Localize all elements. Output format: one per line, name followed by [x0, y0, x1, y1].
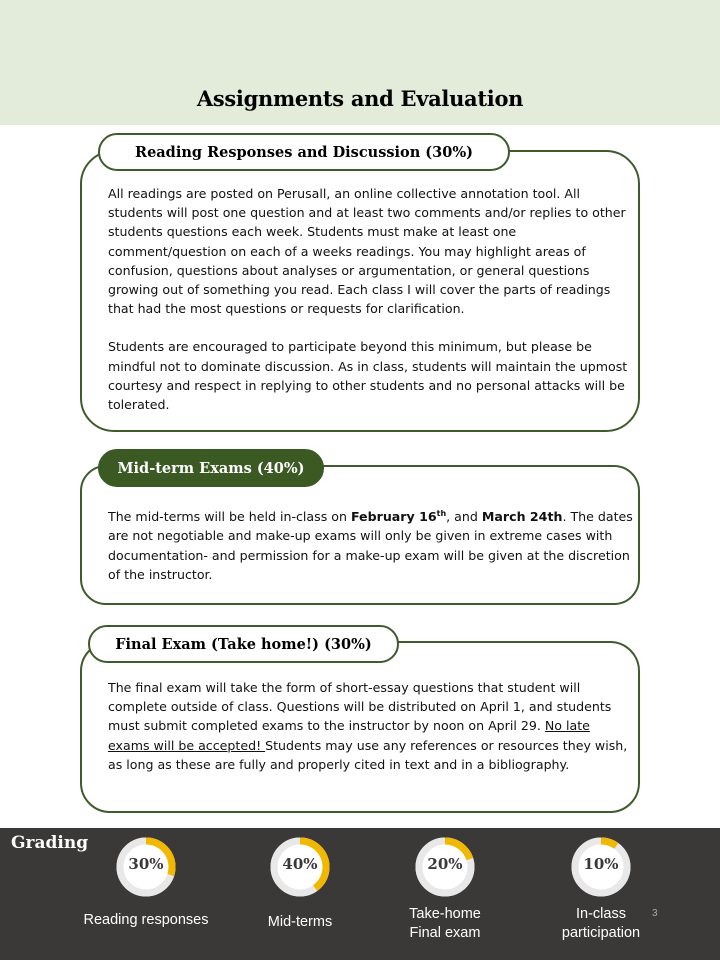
donut-percent-label: 40%: [282, 855, 318, 873]
reading-paragraph-1: All readings are posted on Perusall, an online collective annotation tool. All students will post one question and at least two comments and/or replies to other students questions each week. Students must make at least one comment/question on each of a weeks readings. You may highlight areas of confusion, questions about analyses or argumentation, or general questions growing out of something you read. Each class I will cover the parts of readings that had the most questions or requests for clarification.: [108, 186, 626, 317]
final-section-body: [108, 678, 628, 774]
grading-label-line-2: Final exam: [409, 925, 481, 941]
grading-label-line-1: Take-home: [409, 906, 481, 922]
donut-percent-label: 30%: [128, 855, 164, 873]
grading-donut-3: [413, 835, 477, 899]
page-title: Assignments and Evaluation: [196, 86, 524, 111]
grading-label-1: [71, 911, 221, 930]
donut-percent-label: 20%: [427, 855, 463, 873]
final-paragraph: The final exam will take the form of short-essay questions that student will complete outside of class. Questions will be distributed on April 1, and students must submit completed exams to the instructor by noon on April 29. No late exams will be accepted! Students may use any references or resources they wish, as long as these are fully and properly cited in text and in a bibliography.: [108, 680, 628, 772]
reading-paragraph-2: Students are encouraged to participate beyond this minimum, but please be mindful not to dominate discussion. As in class, students will maintain the upmost courtesy and respect in replying to other students and no personal attacks will be tolerated.: [108, 339, 628, 413]
grading-donut-2: [268, 835, 332, 899]
page-number: 3: [652, 908, 658, 919]
final-section-heading: Final Exam (Take home!) (30%): [88, 625, 399, 663]
grading-label-line-1: Mid-terms: [267, 914, 333, 930]
grading-donut-4: [569, 835, 633, 899]
donut-percent-label: 10%: [583, 855, 619, 873]
late-exam-warning: No late exams will be accepted!: [108, 718, 590, 753]
reading-section-body: [108, 184, 628, 414]
midterm-date-1: February 16: [350, 509, 437, 525]
grading-label-line-1: Reading responses: [83, 912, 209, 928]
grading-label-2: [225, 913, 375, 932]
grading-title: Grading: [11, 833, 89, 853]
reading-section-heading: Reading Responses and Discussion (30%): [98, 133, 510, 171]
midterm-section-heading: Mid-term Exams (40%): [98, 449, 324, 487]
midterm-paragraph: The mid-terms will be held in-class on February 16th, and March 24th. The dates are not negotiable and make-up exams will only be given in extreme cases with documentation- and permission for a make-up exam will be given at the discretion of the instructor.: [108, 509, 633, 582]
grading-label-line-2: participation: [561, 925, 641, 941]
grading-donut-1: [114, 835, 178, 899]
midterm-date-2: March 24th: [481, 509, 563, 525]
grading-label-line-1: In-class: [576, 906, 626, 922]
midterm-section-body: [108, 504, 633, 584]
grading-label-3: [370, 905, 520, 943]
